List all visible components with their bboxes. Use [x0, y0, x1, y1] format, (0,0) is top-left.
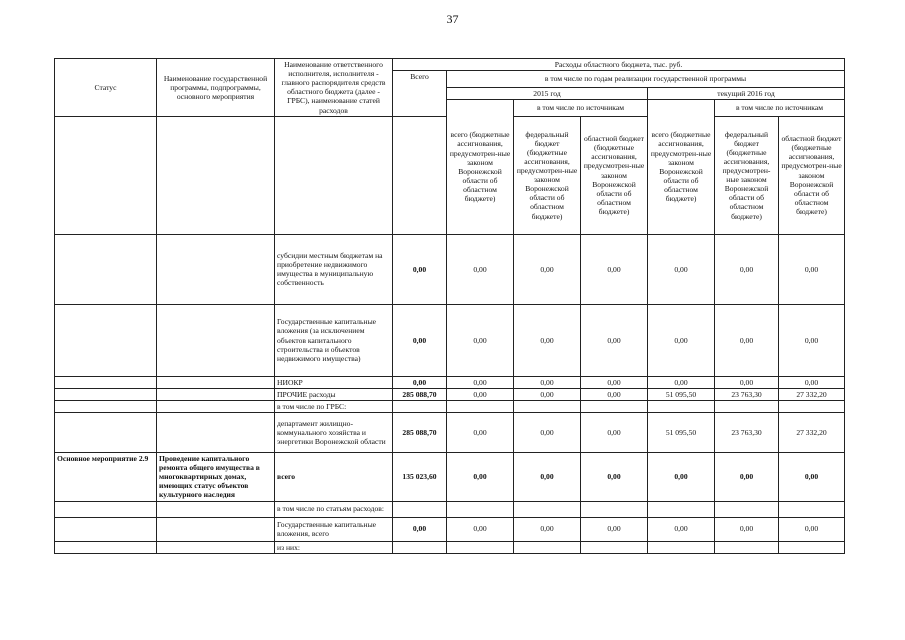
- table-row: [55, 501, 845, 517]
- cell-expense-name: в том числе по ГРБС:: [275, 400, 393, 412]
- cell-value: [715, 541, 779, 553]
- table-row: [55, 541, 845, 553]
- cell-program: [157, 517, 275, 541]
- cell-value: 0,00: [581, 376, 648, 388]
- cell-status: [55, 501, 157, 517]
- cell-total: [393, 501, 447, 517]
- cell-value: 0,00: [779, 452, 845, 501]
- cell-value: 0,00: [514, 388, 581, 400]
- cell-value: [715, 400, 779, 412]
- cell-value: 0,00: [447, 234, 514, 304]
- header-expenses-title: Расходы областного бюджета, тыс. руб.: [393, 59, 845, 71]
- budget-table: [54, 58, 845, 554]
- table-row: [55, 452, 845, 501]
- cell-expense-name: в том числе по статьям расходов:: [275, 501, 393, 517]
- cell-status: [55, 541, 157, 553]
- header-status: Статус: [55, 59, 157, 117]
- table-row: [55, 234, 845, 304]
- cell-value: [779, 541, 845, 553]
- cell-expense-name: субсидии местным бюджетам на приобретение недвижимого имущества в муниципальную собственность: [275, 234, 393, 304]
- header-program-name: Наименование государственной программы, подпрограммы, основного мероприятия: [157, 59, 275, 117]
- table-row: [55, 304, 845, 376]
- cell-total: 0,00: [393, 234, 447, 304]
- header-2015-total: всего (бюджетные ассигнования, предусмотрен-ные законом Воронежской области об областном бюджете): [447, 99, 514, 234]
- cell-value: [648, 501, 715, 517]
- cell-total: 285 088,70: [393, 412, 447, 452]
- header-by-years: в том числе по годам реализации государственной программы: [447, 71, 845, 88]
- header-2016-regional: областной бюджет (бюджетные ассигнования, предусмотрен-ные законом Воронежской области об областном бюджете): [779, 116, 845, 234]
- cell-value: [779, 501, 845, 517]
- cell-value: 51 095,50: [648, 388, 715, 400]
- cell-value: 0,00: [648, 304, 715, 376]
- cell-expense-name: всего: [275, 452, 393, 501]
- cell-value: 27 332,20: [779, 412, 845, 452]
- cell-value: 0,00: [648, 376, 715, 388]
- header-2016-federal: федеральный бюджет (бюджетные ассигнования, предусмотрен-ные законом Воронежской области об областном бюджете): [715, 116, 779, 234]
- cell-total: [393, 400, 447, 412]
- cell-total: 0,00: [393, 517, 447, 541]
- table-row: [55, 400, 845, 412]
- cell-value: [779, 400, 845, 412]
- cell-value: [447, 400, 514, 412]
- cell-value: [514, 400, 581, 412]
- cell-value: [447, 541, 514, 553]
- cell-program: Проведение капитального ремонта общего имущества в многоквартирных домах, имеющих статус объектов культурного наследия: [157, 452, 275, 501]
- table-row: [55, 388, 845, 400]
- cell-value: 0,00: [715, 304, 779, 376]
- cell-value: [648, 400, 715, 412]
- cell-value: 23 763,30: [715, 388, 779, 400]
- cell-value: 51 095,50: [648, 412, 715, 452]
- cell-program: [157, 388, 275, 400]
- cell-value: [514, 501, 581, 517]
- cell-status: [55, 400, 157, 412]
- cell-value: 0,00: [514, 304, 581, 376]
- cell-value: 0,00: [514, 376, 581, 388]
- cell-expense-name: Государственные капитальные вложения, всего: [275, 517, 393, 541]
- header-2015-regional: областной бюджет (бюджетные ассигнования, предусмотрен-ные законом Воронежской области об областном бюджете): [581, 116, 648, 234]
- cell-expense-name: из них:: [275, 541, 393, 553]
- cell-value: 0,00: [581, 388, 648, 400]
- cell-value: 0,00: [514, 452, 581, 501]
- cell-expense-name: НИОКР: [275, 376, 393, 388]
- cell-value: 0,00: [715, 452, 779, 501]
- cell-total: 135 023,60: [393, 452, 447, 501]
- cell-expense-name: департамент жилищно-коммунального хозяйства и энергетики Воронежской области: [275, 412, 393, 452]
- header-2016-by-sources: в том числе по источникам: [715, 99, 845, 116]
- cell-value: 0,00: [779, 234, 845, 304]
- header-total: Всего: [393, 71, 447, 117]
- cell-program: [157, 541, 275, 553]
- cell-expense-name: Государственные капитальные вложения (за исключением объектов капитального строительства и объектов недвижимого имущества): [275, 304, 393, 376]
- cell-program: [157, 304, 275, 376]
- table-row: [55, 412, 845, 452]
- cell-total: 0,00: [393, 376, 447, 388]
- cell-value: [581, 541, 648, 553]
- header-executor: Наименование ответственного исполнителя, исполнителя - главного распорядителя средств областного бюджета (далее - ГРБС), наименование статей расходов: [275, 59, 393, 117]
- cell-value: 0,00: [779, 376, 845, 388]
- cell-value: 0,00: [715, 234, 779, 304]
- header-2016-total: всего (бюджетные ассигнования, предусмотрен-ные законом Воронежской области об областном бюджете): [648, 99, 715, 234]
- cell-value: 0,00: [514, 234, 581, 304]
- cell-status: Основное мероприятие 2.9: [55, 452, 157, 501]
- cell-value: [715, 501, 779, 517]
- cell-program: [157, 501, 275, 517]
- cell-value: [514, 541, 581, 553]
- header-2015-by-sources: в том числе по источникам: [514, 99, 648, 116]
- header-2015-federal: федеральный бюджет (бюджетные ассигнования, предусмотрен-ные законом Воронежской области об областном бюджете): [514, 116, 581, 234]
- cell-status: [55, 304, 157, 376]
- cell-value: 0,00: [447, 452, 514, 501]
- cell-value: 0,00: [581, 304, 648, 376]
- cell-expense-name: ПРОЧИЕ расходы: [275, 388, 393, 400]
- cell-total: 285 088,70: [393, 388, 447, 400]
- cell-value: 0,00: [447, 376, 514, 388]
- table-row: [55, 517, 845, 541]
- cell-total: 0,00: [393, 304, 447, 376]
- cell-value: 0,00: [447, 517, 514, 541]
- cell-value: [447, 501, 514, 517]
- table-row: [55, 376, 845, 388]
- cell-value: 0,00: [581, 234, 648, 304]
- cell-total: [393, 541, 447, 553]
- cell-value: 0,00: [648, 517, 715, 541]
- cell-status: [55, 412, 157, 452]
- cell-value: 0,00: [581, 517, 648, 541]
- cell-program: [157, 412, 275, 452]
- cell-value: 0,00: [715, 376, 779, 388]
- cell-value: 23 763,30: [715, 412, 779, 452]
- cell-program: [157, 234, 275, 304]
- cell-value: 0,00: [648, 452, 715, 501]
- cell-program: [157, 376, 275, 388]
- cell-value: 0,00: [581, 412, 648, 452]
- cell-status: [55, 517, 157, 541]
- cell-value: 0,00: [715, 517, 779, 541]
- cell-value: 0,00: [514, 517, 581, 541]
- cell-program: [157, 400, 275, 412]
- header-year-2015: 2015 год: [447, 87, 648, 99]
- cell-value: 0,00: [779, 517, 845, 541]
- header-year-2016: текущий 2016 год: [648, 87, 845, 99]
- cell-status: [55, 388, 157, 400]
- cell-value: 0,00: [447, 388, 514, 400]
- cell-value: 0,00: [447, 304, 514, 376]
- cell-value: [648, 541, 715, 553]
- cell-value: 27 332,20: [779, 388, 845, 400]
- page-number: 37: [446, 12, 459, 26]
- cell-value: [581, 501, 648, 517]
- cell-value: [581, 400, 648, 412]
- cell-value: 0,00: [779, 304, 845, 376]
- cell-value: 0,00: [447, 412, 514, 452]
- cell-status: [55, 376, 157, 388]
- cell-value: 0,00: [581, 452, 648, 501]
- cell-status: [55, 234, 157, 304]
- cell-value: 0,00: [514, 412, 581, 452]
- cell-value: 0,00: [648, 234, 715, 304]
